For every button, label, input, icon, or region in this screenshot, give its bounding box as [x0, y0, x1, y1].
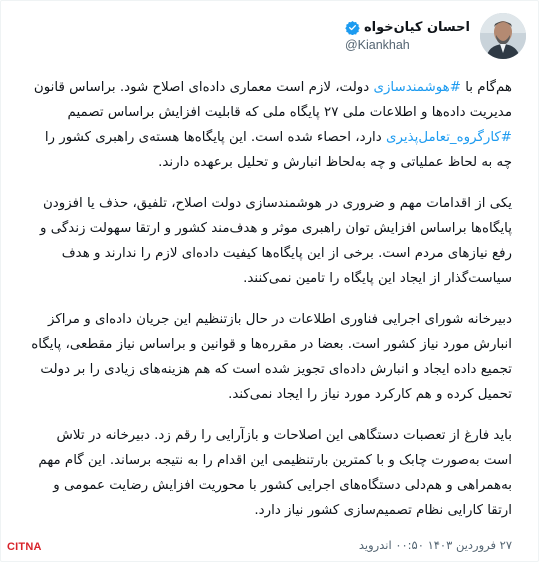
avatar[interactable] [480, 13, 526, 59]
tweet-text-segment: هم‌گام با [460, 80, 512, 95]
author-name[interactable]: احسان کیان‌خواه [363, 20, 470, 35]
tweet-text-segment: دولت، لازم است معماری داده‌ای اصلاح شود. براساس قانون مدیریت داده‌ها و اطلاعات ملی ۲۷ پایگاه ملی که قابلیت افزایش براساس تصمیم [33, 80, 512, 120]
author-name-row [345, 20, 470, 35]
author-identity [345, 20, 470, 52]
hashtag-link[interactable]: #کارگروه_تعامل‌پذیری [385, 130, 512, 145]
tweet-timestamp[interactable]: ۲۷ فروردین ۱۴۰۳ ۰۰:۵۰ اندروید [358, 538, 512, 552]
verified-badge-icon [345, 20, 360, 35]
tweet-paragraph-2: یکی از اقدامات مهم و ضروری در هوشمندسازی دولت اصلاح، تلفیق، حذف یا افزودن پایگاه‌ها براساس افزایش توان راهبری موثر و هدف‌مند کشور و ارتقا سهولت زندگی و رفع نیازهای مردم است. برخی از این پایگاه‌ها کیفیت داده‌ای لازم را ندارند و هدف سیاست‌گذار از ایجاد این پایگاه را تامین نمی‌کنند. [40, 196, 512, 286]
author-handle[interactable]: @Kiankhah [344, 38, 410, 52]
tweet-text [27, 75, 512, 523]
avatar-image [480, 13, 526, 59]
tweet-paragraph-3: دبیرخانه شورای اجرایی فناوری اطلاعات در حال بازتنظیم این جریان داده‌ای و مراکز انبارش مورد نیاز کشور است. بعضا در مقرره‌ها و قوانین و براساس نیاز مقطعی، پایگاه تجمیع داده ایجاد و انبارش داده‌ای تجویز شده است که هم هزینه‌های زیادی را بر دولت تحمیل کرده و هم کارکرد مورد نیاز را ایجاد نمی‌کند. [31, 312, 512, 402]
watermark-logo: CITNA [7, 541, 42, 553]
tweet-paragraph-4: باید فارغ از تعصبات دستگاهی این اصلاحات و بازآرایی را رقم زد. دبیرخانه در تلاش است به‌صورت چابک و با کمترین بارتنظیمی این اقدام را به نتیجه برساند. این گام مهم به‌همراهی و هم‌دلی دستگاه‌های اجرایی کشور با محوریت افزایش رضایت عمومی و ارتقا کارایی نظام تصمیم‌سازی کشور نیاز دارد. [38, 428, 512, 518]
tweet-paragraph-1 [27, 75, 512, 175]
tweet-header [345, 11, 526, 61]
hashtag-link[interactable]: #هوشمندسازی [373, 80, 461, 95]
tweet-text-segment: دارد، احصاء شده است. این پایگاه‌ها هسته‌ی راهبری کشور را چه به لحاظ عملیاتی و چه به‌لحاظ انبارش و تحلیل برعهده دارند. [44, 130, 512, 170]
